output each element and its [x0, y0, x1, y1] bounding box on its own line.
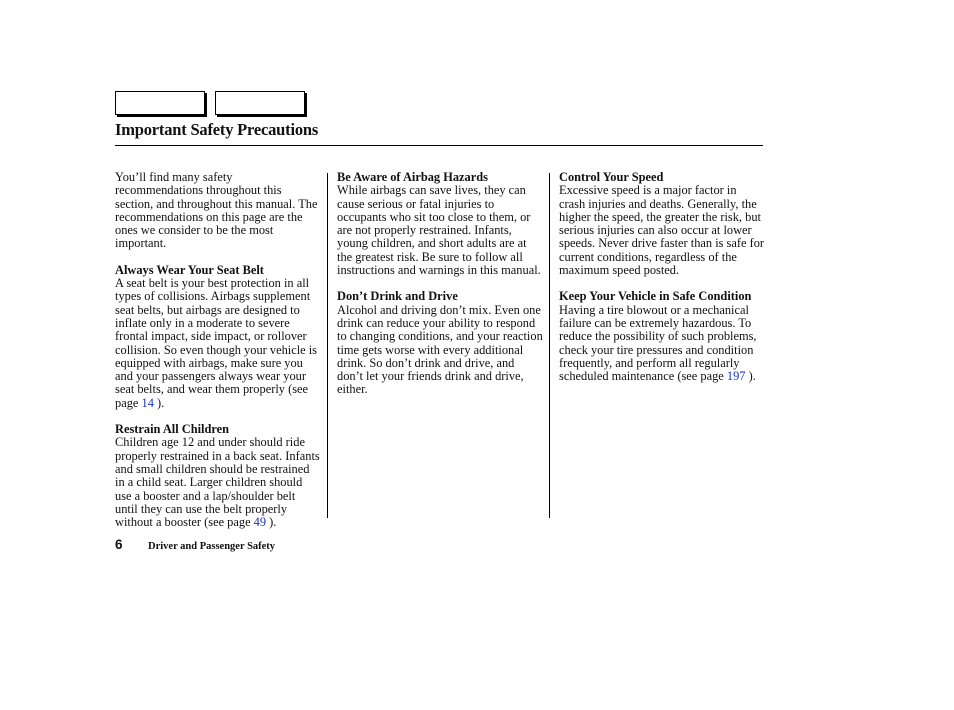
page-title: Important Safety Precautions [115, 120, 319, 139]
column-divider-1 [327, 173, 328, 518]
column-1 [115, 171, 321, 542]
seat-belt-heading: Always Wear Your Seat Belt [115, 262, 264, 277]
condition-heading: Keep Your Vehicle in Safe Condition [559, 289, 752, 304]
page-number: 6 [115, 537, 123, 552]
children-text: Children age 12 and under should ride properly restrained in a back seat. Infants and small children should be restrained in a child seat. Larger children should use a booster and a lap/shoulder belt until they can use the belt properly without a booster (see page [115, 435, 320, 530]
children-heading: Restrain All Children [115, 422, 230, 437]
condition-text: Having a tire blowout or a mechanical failure can be extremely hazardous. To reduce the possibility of such problems, check your tire pressures and condition frequently, and perform all regularly scheduled maintenance (see page [559, 302, 757, 384]
speed-paragraph: Excessive speed is a major factor in crash injuries and deaths. Generally, the higher the speed, the greater the risk, but serious injuries can also occur at lower speeds. Never drive faster than is safe for current conditions, regardless of the maximum speed posted. [559, 183, 765, 278]
children-paragraph [115, 436, 321, 529]
airbag-heading: Be Aware of Airbag Hazards [337, 170, 488, 184]
condition-after: ). [745, 369, 756, 384]
seat-belt-after: ). [153, 395, 165, 410]
column-3 [559, 171, 765, 396]
previous-page-button[interactable] [115, 91, 205, 115]
drink-heading: Don’t Drink and Drive [337, 289, 458, 304]
airbag-paragraph: While airbags can save lives, they can cause serious or fatal injuries to occupants who sit too close to them, or are not properly restrained. Infants, young children, and short adults are at the greatest risk. Be sure to follow all instructions and warnings in this manual. [337, 183, 541, 278]
seat-belt-paragraph [115, 277, 321, 410]
title-divider [115, 145, 763, 146]
drink-paragraph: Alcohol and driving don’t mix. Even one drink can reduce your ability to respond to changing conditions, and your reaction time gets worse with every additional drink. So don’t drink and drive, and don’t let your friends drink and drive, either. [337, 302, 543, 397]
column-divider-2 [549, 173, 550, 518]
page-197-link[interactable]: 197 [726, 369, 746, 384]
page-49-link[interactable]: 49 [253, 515, 267, 530]
speed-heading: Control Your Speed [559, 170, 664, 184]
condition-paragraph [559, 304, 765, 384]
next-page-button[interactable] [215, 91, 305, 115]
intro-paragraph: You’ll find many safety recommendations throughout this section, and throughout this manual. The recommendations on this page are the ones we consider to be the most important. [115, 170, 318, 251]
children-after: ). [266, 515, 277, 530]
page-14-link[interactable]: 14 [141, 395, 154, 410]
section-name: Driver and Passenger Safety [148, 541, 276, 552]
column-2 [337, 171, 543, 410]
seat-belt-text: A seat belt is your best protection in all types of collisions. Airbags supplement seat belts, but airbags are designed to inflate only in a moderate to severe frontal impact, side impact, or rollover collision. So even though your vehicle is equipped with airbags, make sure you and your passengers always wear your seat belts, and wear them properly (see page [115, 276, 318, 410]
